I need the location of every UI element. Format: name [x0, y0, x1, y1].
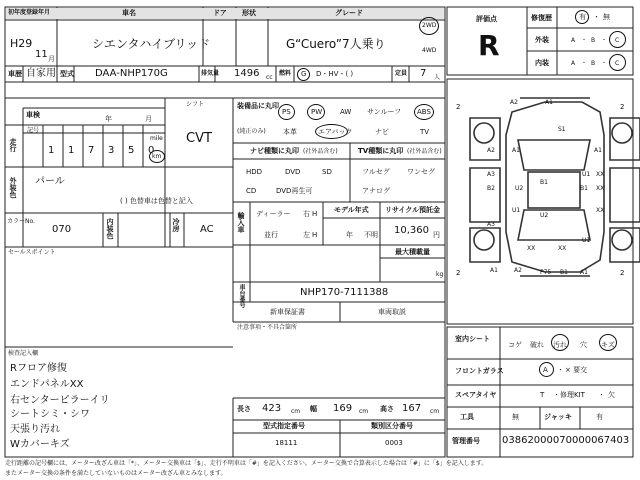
spare-none: 欠 [608, 391, 615, 399]
dmg-13: XX [596, 185, 605, 192]
equip-ps: PS [282, 108, 291, 116]
spare-t: T [540, 391, 545, 399]
ext-b: B [591, 37, 596, 44]
ac-value: AC [200, 224, 214, 235]
bracket-right-bottom: 2 [620, 269, 625, 277]
dmg-23: A2 [514, 267, 522, 274]
equip-tv: TV [420, 128, 430, 136]
fuel-options: D・HV・( ) [316, 70, 354, 78]
note-item-4: シートシミ・シワ [10, 409, 90, 420]
inspection-month-unit: 月 [145, 115, 152, 123]
navi-cd: CD [246, 187, 257, 195]
note-item-1: Rフロア修復 [10, 363, 67, 374]
dmg-11: U2 [515, 185, 524, 192]
caution-label: 注意事項・不具合箇所 [237, 324, 298, 331]
equip-sunroof: サンルーフ [367, 108, 402, 116]
dmg-2: A1 [545, 99, 553, 106]
equipment-title: 装備品に丸印 [237, 102, 279, 110]
navi-title: ナビ種類に丸印 [250, 147, 299, 155]
import-parallel: 並行 [264, 231, 278, 239]
seat-scratch: キズ [601, 341, 615, 349]
door-label: ドア [213, 9, 227, 17]
mileage-digit-2: 1 [68, 145, 75, 156]
length-value: 423 [262, 403, 282, 414]
dmg-17: A3 [487, 221, 495, 228]
dmg-3: S1 [558, 126, 566, 133]
use-label: 車歴 [8, 70, 22, 78]
inspection-label: 車検 [26, 111, 40, 119]
mgmt-label: 管理番号 [452, 437, 480, 445]
seat-stain: 汚れ [553, 341, 567, 349]
capacity-label: 定員 [395, 70, 408, 77]
inspector-label: 検査記入欄 [8, 350, 39, 357]
navi-sub: (社外品含む) [303, 148, 338, 155]
import-right-h: H [312, 210, 318, 218]
navi-dvd-play: DVD再生可 [276, 187, 313, 195]
import-label: 輸入車 [237, 212, 245, 233]
shift-label: シフト [186, 101, 205, 108]
frame-label: 車台番号 [238, 284, 245, 308]
dmg-22: A1 [490, 267, 498, 274]
model-year-unit: 年 [346, 231, 353, 239]
recycle-value: 10,360 [394, 225, 429, 236]
model-year-unknown: 不明 [364, 231, 378, 239]
class-value: 0003 [385, 439, 403, 447]
tools-value: 無 [512, 413, 519, 421]
type-designation-value: 18111 [275, 439, 298, 447]
bracket-left-top: 2 [456, 103, 461, 111]
bracket-right-top: 2 [620, 103, 625, 111]
mileage-digit-3: 7 [88, 145, 95, 156]
glass-label: フロントガラス [455, 367, 504, 375]
color-note: ( ) 色替車は色替と記入 [120, 197, 193, 205]
color-value: パール [35, 176, 65, 187]
new-car-warranty: 新車保証書 [270, 308, 305, 316]
seat-burn: コゲ [508, 341, 522, 349]
repair-label: 修復歴 [531, 14, 552, 22]
type-designation-label: 型式指定番号 [263, 422, 305, 430]
navi-sd: SD [322, 168, 332, 176]
seat-tear: 破れ [530, 341, 544, 349]
fuel-label: 燃料 [279, 70, 292, 77]
spare-label: スペアタイヤ [455, 391, 497, 399]
int-sep2: ・ [601, 60, 608, 67]
tv-fullseg: フルセグ [362, 168, 390, 176]
mileage-digit-4: 3 [108, 145, 115, 156]
navi-dvd: DVD [285, 168, 301, 176]
dmg-25: B1 [560, 269, 568, 276]
import-left-h: H [312, 231, 318, 239]
dmg-18: U2 [540, 212, 549, 219]
note-item-6: Wカバーキズ [10, 439, 70, 450]
import-dealer: ディーラー [256, 210, 291, 218]
color-no-label: カラーNo. [7, 218, 35, 225]
dmg-21: U1 [582, 237, 591, 244]
equip-leather: 本革 [283, 128, 297, 136]
displacement-value: 1496 [234, 68, 260, 79]
dmg-19: XX [527, 245, 536, 252]
note-item-3: 右センターピラーイリ [10, 395, 110, 406]
jack-label: ジャッキ [544, 413, 572, 421]
ac-label: 冷房 [172, 218, 180, 232]
dmg-10: B2 [487, 185, 495, 192]
mileage-mile: mile [150, 135, 163, 142]
mileage-digit-5: 5 [128, 145, 135, 156]
tv-oneseg: ワンセグ [407, 168, 435, 176]
repair-yes: 有 [579, 13, 586, 21]
grade-value: G“Cuero”7人乗り [286, 37, 386, 51]
dmg-26: A1 [580, 269, 588, 276]
reg-year: H29 [10, 37, 33, 50]
ext-c: C [615, 37, 620, 44]
capacity-value: 7 [420, 68, 427, 79]
model-year-label: モデル年式 [334, 206, 369, 214]
dmg-8: U1 [582, 171, 591, 178]
bracket-left-bottom: 2 [456, 269, 461, 277]
note-item-2: エンドパネルXX [10, 379, 84, 390]
dmg-5: A1 [512, 147, 520, 154]
inspection-year-unit: 年 [105, 115, 112, 123]
frame-value: NHP170-7111388 [300, 287, 389, 298]
max-load-unit: kg [436, 271, 444, 278]
width-value: 169 [333, 403, 353, 414]
class-label: 類別区分番号 [371, 422, 413, 430]
repair-no: 無 [603, 13, 610, 21]
dmg-4: A2 [487, 147, 495, 154]
navi-hdd: HDD [246, 168, 263, 176]
ext-a: A [571, 37, 576, 44]
int-a: A [571, 60, 576, 67]
ext-sep2: ・ [601, 37, 608, 44]
displacement-unit: cc [266, 74, 273, 81]
mileage-label: 走行 [9, 138, 17, 152]
dmg-9: XX [596, 171, 605, 178]
width-label: 幅 [310, 405, 317, 413]
mgmt-value: 03862000070000067403 [502, 435, 630, 446]
drive-2wd: 2WD [422, 22, 437, 29]
first-reg-label: 初年度登録年月 [8, 9, 51, 16]
spare-sep1: ・ [553, 391, 560, 399]
shape-label: 形状 [242, 9, 256, 17]
recycle-label: リサイクル預託金 [385, 206, 441, 214]
fuel-selected: G [301, 70, 307, 78]
glass-value: A [543, 366, 548, 374]
tv-analog: アナログ [362, 187, 390, 195]
recycle-unit: 円 [433, 231, 440, 239]
int-sep1: ・ [581, 60, 588, 67]
height-label: 高さ [380, 405, 394, 413]
glass-replace: × 要交 [565, 366, 588, 374]
type-label: 型式 [60, 70, 74, 78]
grade-label: グレード [335, 9, 363, 17]
dmg-14: B1 [540, 179, 548, 186]
length-unit: cm [291, 408, 301, 415]
spare-sep2: ・ [598, 391, 605, 399]
shift-value: CVT [186, 131, 212, 146]
import-right: 右 [303, 210, 310, 218]
ext-sep1: ・ [581, 37, 588, 44]
exterior-label: 外装 [535, 36, 549, 44]
vehicle-manual: 車両取説 [378, 308, 406, 316]
height-value: 167 [402, 403, 422, 414]
capacity-unit: 人 [434, 74, 441, 81]
dmg-15: U1 [512, 207, 521, 214]
mileage-unit: km [152, 153, 162, 160]
car-name-label: 車名 [122, 9, 136, 17]
dmg-20: XX [558, 245, 567, 252]
note-item-5: 天張り汚れ [10, 424, 60, 435]
use-value: 自家用 [26, 68, 56, 79]
glass-dot: ・ [557, 366, 564, 374]
int-b: B [591, 60, 596, 67]
mileage-digit-1: 1 [48, 145, 55, 156]
import-left: 左 [303, 231, 310, 239]
type-value: DAA-NHP170G [95, 68, 168, 79]
dmg-7: A3 [487, 171, 495, 178]
color-no: 070 [52, 224, 72, 235]
seat-hole: 穴 [580, 341, 587, 349]
width-unit: cm [359, 408, 369, 415]
equip-navi: ナビ [375, 128, 389, 136]
car-name: シエンタハイブリッド [92, 37, 211, 51]
displacement-label: 排気量 [201, 70, 220, 77]
equip-aw: AW [340, 108, 352, 116]
length-label: 長さ [237, 405, 251, 413]
repair-sep: ・ [593, 13, 600, 21]
equip-airbag: エアバック [318, 128, 353, 136]
jack-value: 有 [596, 413, 603, 421]
max-load-label: 最大積載量 [395, 248, 430, 256]
interior-score-label: 内装 [535, 59, 549, 67]
tv-title: TV種類に丸印 [358, 147, 404, 155]
tv-sub: (社外品含む) [407, 148, 442, 155]
dmg-6: A1 [594, 147, 602, 154]
mileage-code-label: 記号 [27, 127, 40, 134]
score-value: R [478, 29, 500, 62]
interior-color-label: 内装色 [106, 218, 114, 239]
mileage-digit-6: 0 [148, 145, 155, 156]
month-unit: 月 [48, 55, 55, 63]
dmg-16: XX [596, 207, 605, 214]
drive-4wd: 4WD [422, 47, 437, 54]
dmg-1: A2 [510, 99, 518, 106]
score-title: 評価点 [476, 15, 497, 23]
spare-kit: 修理KIT [560, 391, 585, 399]
dmg-12: B1 [580, 185, 588, 192]
int-c: C [615, 60, 620, 67]
reg-month: 11 [35, 49, 48, 60]
footer-line-2: またメーター交換の条件を満たしていないものはメーター改ざん車とみなします。 [5, 470, 227, 477]
dmg-24: P75 [540, 269, 552, 276]
equip-pw: PW [311, 108, 323, 116]
equipment-sub: (純正のみ) [237, 128, 266, 135]
color-label: 外装色 [9, 177, 17, 198]
sales-point-label: セールスポイント [8, 249, 56, 256]
tools-label: 工具 [460, 413, 474, 421]
height-unit: cm [430, 408, 440, 415]
equip-abs: ABS [417, 108, 431, 116]
interior-seat-label: 室内シート [455, 335, 490, 343]
footer-line-1: 走行距離の記号欄には、メーター改ざん車は「*」、メーター交換車は「$」、走行不明車は「#」を記入ください。メーター交換で合算表示した場合は「#」に「$」を記入します。 [5, 460, 488, 467]
